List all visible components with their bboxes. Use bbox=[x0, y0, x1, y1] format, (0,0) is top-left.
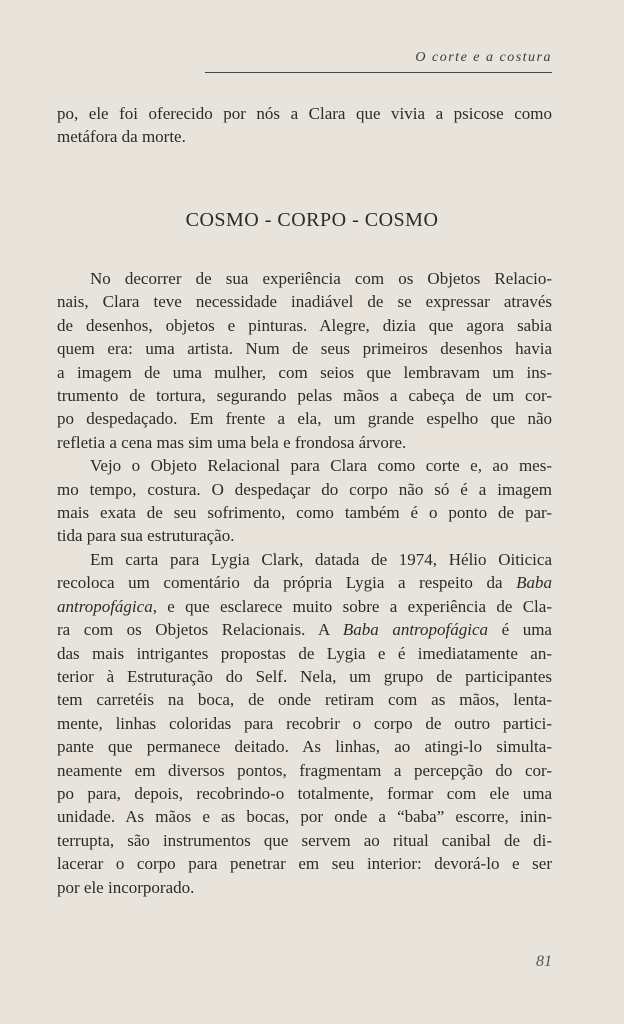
text-line: tem carretéis na boca, de onde retiram com as mãos, lenta- bbox=[57, 690, 552, 710]
text-line: metáfora da morte. bbox=[57, 127, 186, 147]
text-line bbox=[57, 618, 552, 641]
text-line: mo tempo, costura. O despedaçar do corpo não só é a imagem bbox=[57, 479, 552, 499]
text-line: nais, Clara teve necessidade inadiável de se expressar através bbox=[57, 292, 552, 312]
text-line: mais exata de seu sofrimento, como também é o ponto de par- bbox=[57, 503, 552, 523]
text-line: trumento de tortura, segurando pelas mãos a cabeça de um cor- bbox=[57, 386, 552, 406]
text-run: recoloca um comentário da própria Lygia a respeito da bbox=[57, 573, 517, 593]
artwork-title: Baba antropofágica bbox=[342, 620, 489, 640]
text-line: neamente em diversos pontos, fragmentam a percepção do cor- bbox=[57, 760, 552, 780]
intro-paragraph bbox=[57, 102, 552, 149]
text-line: po, ele foi oferecido por nós a Clara que vivia a psicose como bbox=[57, 104, 552, 123]
artwork-title: antropofágica bbox=[57, 596, 153, 616]
artwork-title: Baba bbox=[516, 573, 552, 593]
text-line: quem era: uma artista. Num de seus primeiros desenhos havia bbox=[57, 339, 552, 359]
section-title: COSMO - CORPO - COSMO bbox=[185, 209, 439, 231]
text-line: tida para sua estruturação. bbox=[57, 526, 235, 546]
running-head: O corte e a costura bbox=[415, 50, 552, 65]
paragraph-1 bbox=[57, 267, 552, 454]
text-run: ra com os Objetos Relacionais. A bbox=[57, 620, 343, 640]
text-line: No decorrer de sua experiência com os Objetos Relacio- bbox=[90, 269, 552, 288]
text-line: de desenhos, objetos e pinturas. Alegre, dizia que agora sabia bbox=[57, 315, 552, 335]
text-line: po despedaçado. Em frente a ela, um grande espelho que não bbox=[57, 409, 552, 429]
header-rule bbox=[205, 72, 552, 73]
text-line: refletia a cena mas sim uma bela e frondosa árvore. bbox=[57, 432, 407, 452]
body-text bbox=[57, 267, 552, 899]
paragraph-3 bbox=[57, 548, 552, 899]
text-line bbox=[57, 595, 552, 618]
text-line: a imagem de uma mulher, com seios que lembravam um ins- bbox=[57, 362, 552, 382]
text-line: pante que permanece deitado. As linhas, ao atingi-lo simulta- bbox=[57, 737, 552, 757]
text-line bbox=[57, 571, 552, 594]
paragraph-2 bbox=[57, 454, 552, 548]
text-run: , e que esclarece muito sobre a experiência de Cla- bbox=[152, 596, 552, 616]
text-line: terior à Estruturação do Self. Nela, um grupo de participantes bbox=[57, 666, 552, 686]
text-line: po para, depois, recobrindo-o totalmente, formar com ele uma bbox=[57, 783, 552, 803]
text-line: Em carta para Lygia Clark, datada de 1974, Hélio Oiticica bbox=[90, 549, 552, 569]
text-line: unidade. As mãos e as bocas, por onde a “baba” escorre, inin- bbox=[57, 807, 552, 827]
text-line: Vejo o Objeto Relacional para Clara como corte e, ao mes- bbox=[90, 456, 552, 476]
text-line: por ele incorporado. bbox=[57, 877, 195, 897]
text-line: lacerar o corpo para penetrar em seu interior: devorá-lo e ser bbox=[57, 854, 552, 874]
page-number: 81 bbox=[536, 953, 552, 970]
text-run: é uma bbox=[488, 620, 552, 640]
text-line: mente, linhas coloridas para recobrir o corpo de outro partici- bbox=[57, 713, 552, 733]
text-line: terrupta, são instrumentos que servem ao ritual canibal de di- bbox=[57, 830, 552, 850]
text-line: das mais intrigantes propostas de Lygia e é imediatamente an- bbox=[57, 643, 552, 663]
